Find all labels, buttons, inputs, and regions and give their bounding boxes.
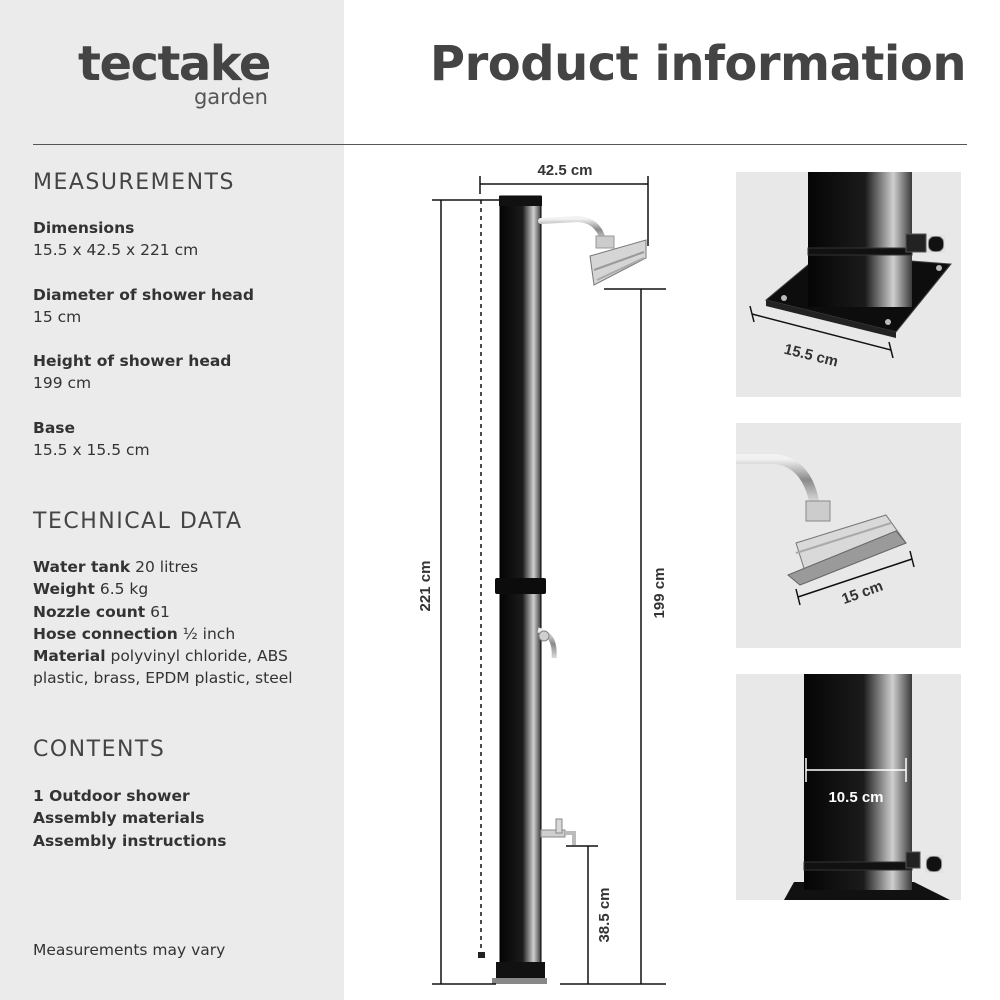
tap-height-dimension xyxy=(566,846,613,984)
base-width-label: 15.5 cm xyxy=(782,340,840,371)
total-height-label: 221 cm xyxy=(417,560,434,612)
tech-item-weight: Weight 6.5 kg xyxy=(33,580,149,599)
contents-heading: CONTENTS xyxy=(33,737,166,762)
detail-base xyxy=(736,172,961,397)
contents-item: Assembly materials xyxy=(33,809,205,828)
brand-subtitle: garden xyxy=(193,85,268,109)
spec-value: 15.5 x 15.5 cm xyxy=(33,441,150,459)
tech-item-material: Material polyvinyl chloride, ABS plastic, brass, EPDM plastic, steel xyxy=(33,647,293,688)
brand-name: tectake xyxy=(78,36,270,92)
detail-shower-head xyxy=(736,423,961,648)
tube-diameter-label: 10.5 cm xyxy=(828,789,884,806)
disclaimer: Measurements may vary xyxy=(33,941,226,959)
total-height-dimension xyxy=(417,200,500,984)
shower-head xyxy=(541,219,646,285)
spec-label: Base xyxy=(33,419,76,437)
shower-column xyxy=(492,196,547,984)
tech-item-nozzle-count: Nozzle count 61 xyxy=(33,602,170,621)
page-title: Product information xyxy=(429,36,966,92)
spec-value: 15.5 x 42.5 x 221 cm xyxy=(33,241,199,259)
measurements-heading: MEASUREMENTS xyxy=(33,170,235,195)
head-height-dimension xyxy=(560,289,668,984)
width-label: 42.5 cm xyxy=(537,162,593,179)
tech-item-hose-connection: Hose connection ½ inch xyxy=(33,624,236,643)
technical-heading: TECHNICAL DATA xyxy=(33,509,243,534)
spec-value: 15 cm xyxy=(33,308,82,326)
foot-tap xyxy=(541,819,574,845)
tap-height-label: 38.5 cm xyxy=(596,887,613,943)
spec-value: 199 cm xyxy=(33,374,92,392)
spec-label: Dimensions xyxy=(33,219,135,237)
contents-item: Assembly instructions xyxy=(33,831,227,850)
head-diameter-label: 15 cm xyxy=(839,577,886,609)
head-height-label: 199 cm xyxy=(651,567,668,619)
spec-label: Diameter of shower head xyxy=(33,286,254,304)
tech-item-water-tank: Water tank 20 litres xyxy=(33,558,199,576)
detail-tube-diameter xyxy=(736,674,961,900)
contents-item: 1 Outdoor shower xyxy=(33,787,190,805)
spec-label: Height of shower head xyxy=(33,352,232,370)
